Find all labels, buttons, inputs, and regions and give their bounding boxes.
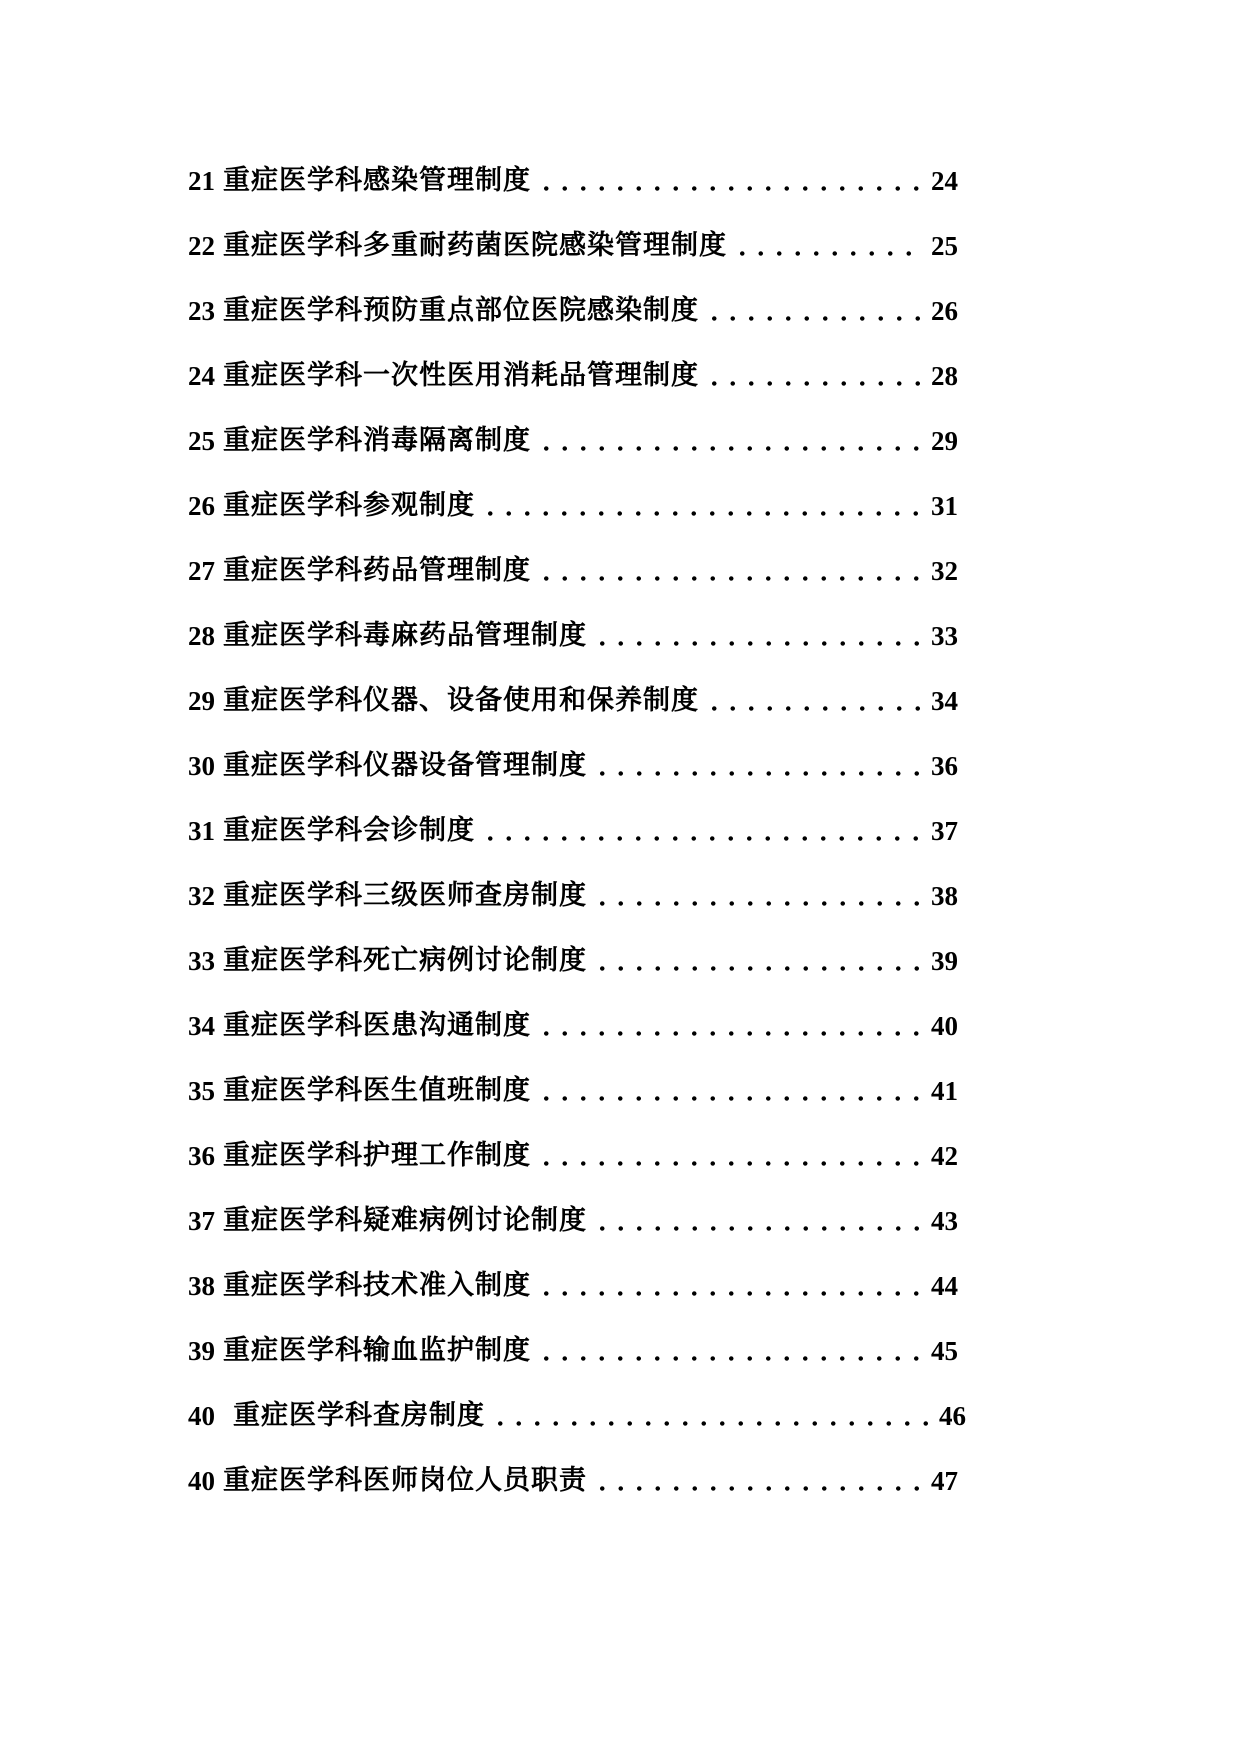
dot-leader	[535, 1266, 922, 1306]
toc-entry-title: 重症医学科多重耐药菌医院感染管理制度	[223, 230, 727, 261]
toc-entry-title: 重症医学科感染管理制度	[223, 165, 531, 196]
toc-entry-number: 29	[188, 686, 215, 716]
dot-leader	[535, 1136, 922, 1176]
toc-entry-number: 23	[188, 296, 215, 326]
toc-entry	[188, 811, 958, 851]
toc-entry	[188, 356, 958, 396]
dot-leader	[591, 941, 922, 981]
toc-entry-page: 32	[931, 556, 958, 586]
toc-entry-number: 33	[188, 946, 215, 976]
toc-entry-page: 34	[931, 686, 958, 716]
toc-entry	[188, 1201, 958, 1241]
toc-entry-number: 22	[188, 231, 215, 261]
toc-entry-number: 30	[188, 751, 215, 781]
toc-entry	[188, 1396, 966, 1436]
toc-entry-number: 28	[188, 621, 215, 651]
toc-entry-page: 25	[931, 231, 958, 261]
dot-leader	[703, 681, 922, 721]
toc-entry-title: 重症医学科医师岗位人员职责	[223, 1465, 587, 1496]
toc-entry	[188, 291, 958, 331]
toc-entry-title: 重症医学科一次性医用消耗品管理制度	[223, 360, 699, 391]
dot-leader	[703, 356, 922, 396]
toc-entry	[188, 486, 958, 526]
dot-leader	[479, 811, 922, 851]
toc-entry-number: 21	[188, 166, 215, 196]
toc-entry	[188, 681, 958, 721]
toc-entry-page: 46	[939, 1401, 966, 1431]
toc-entry-title: 重症医学科会诊制度	[223, 815, 475, 846]
toc-entry	[188, 876, 958, 916]
toc-entry-number: 31	[188, 816, 215, 846]
toc-entry-title: 重症医学科仪器、设备使用和保养制度	[223, 685, 699, 716]
toc-entry-number: 34	[188, 1011, 215, 1041]
toc-entry-page: 31	[931, 491, 958, 521]
toc-entry-title: 重症医学科预防重点部位医院感染制度	[223, 295, 699, 326]
toc-entry-title: 重症医学科输血监护制度	[223, 1335, 531, 1366]
toc-entry-number: 40	[188, 1401, 215, 1431]
toc-entry-title: 重症医学科三级医师查房制度	[223, 880, 587, 911]
toc-entry-page: 26	[931, 296, 958, 326]
toc-entry-number: 24	[188, 361, 215, 391]
dot-leader	[535, 1331, 922, 1371]
toc-entry-title: 重症医学科查房制度	[233, 1400, 485, 1431]
toc-entry-page: 24	[931, 166, 958, 196]
toc-entry-title: 重症医学科毒麻药品管理制度	[223, 620, 587, 651]
toc-entry-number: 40	[188, 1466, 215, 1496]
dot-leader	[535, 1071, 922, 1111]
toc-entry	[188, 1071, 958, 1111]
toc-entry-page: 45	[931, 1336, 958, 1366]
dot-leader	[591, 746, 922, 786]
toc-entry-page: 40	[931, 1011, 958, 1041]
toc-entry	[188, 226, 958, 266]
toc-entry-page: 29	[931, 426, 958, 456]
toc-entry-title: 重症医学科参观制度	[223, 490, 475, 521]
dot-leader	[703, 291, 922, 331]
dot-leader	[489, 1396, 930, 1436]
toc-entry	[188, 551, 958, 591]
toc-entry-title: 重症医学科技术准入制度	[223, 1270, 531, 1301]
toc-entry-title: 重症医学科消毒隔离制度	[223, 425, 531, 456]
toc-entry-title: 重症医学科医生值班制度	[223, 1075, 531, 1106]
dot-leader	[479, 486, 922, 526]
dot-leader	[535, 1006, 922, 1046]
toc-entry-page: 39	[931, 946, 958, 976]
toc-entry	[188, 1136, 958, 1176]
toc-entry-page: 44	[931, 1271, 958, 1301]
toc-entry-number: 39	[188, 1336, 215, 1366]
dot-leader	[731, 226, 922, 266]
dot-leader	[591, 1461, 922, 1501]
toc-entry-number: 38	[188, 1271, 215, 1301]
toc-entry	[188, 1331, 958, 1371]
toc-entry-number: 36	[188, 1141, 215, 1171]
dot-leader	[591, 1201, 922, 1241]
toc-entry-page: 38	[931, 881, 958, 911]
toc-entry	[188, 421, 958, 461]
dot-leader	[535, 161, 922, 201]
toc-entry-title: 重症医学科药品管理制度	[223, 555, 531, 586]
toc-entry-title: 重症医学科护理工作制度	[223, 1140, 531, 1171]
toc-entry-number: 27	[188, 556, 215, 586]
dot-leader	[535, 421, 922, 461]
toc-entry	[188, 161, 958, 201]
toc-entry-page: 43	[931, 1206, 958, 1236]
toc-entry	[188, 616, 958, 656]
dot-leader	[535, 551, 922, 591]
toc-entry-number: 32	[188, 881, 215, 911]
toc-entry	[188, 1006, 958, 1046]
toc-entry-number: 35	[188, 1076, 215, 1106]
toc-entry-number: 25	[188, 426, 215, 456]
toc-entry	[188, 746, 958, 786]
toc-entry-page: 36	[931, 751, 958, 781]
dot-leader	[591, 876, 922, 916]
toc-entry	[188, 1461, 958, 1501]
toc-entry-title: 重症医学科仪器设备管理制度	[223, 750, 587, 781]
toc-entry-page: 41	[931, 1076, 958, 1106]
toc-entry-page: 42	[931, 1141, 958, 1171]
toc-entry-title: 重症医学科疑难病例讨论制度	[223, 1205, 587, 1236]
toc-entry-page: 47	[931, 1466, 958, 1496]
toc-entry-page: 33	[931, 621, 958, 651]
toc-entry-title: 重症医学科死亡病例讨论制度	[223, 945, 587, 976]
toc-entry-number: 26	[188, 491, 215, 521]
toc-entry-number: 37	[188, 1206, 215, 1236]
toc-entry	[188, 941, 958, 981]
toc-entry-page: 37	[931, 816, 958, 846]
toc-entry	[188, 1266, 958, 1306]
dot-leader	[591, 616, 922, 656]
toc-entry-page: 28	[931, 361, 958, 391]
toc-entry-title: 重症医学科医患沟通制度	[223, 1010, 531, 1041]
